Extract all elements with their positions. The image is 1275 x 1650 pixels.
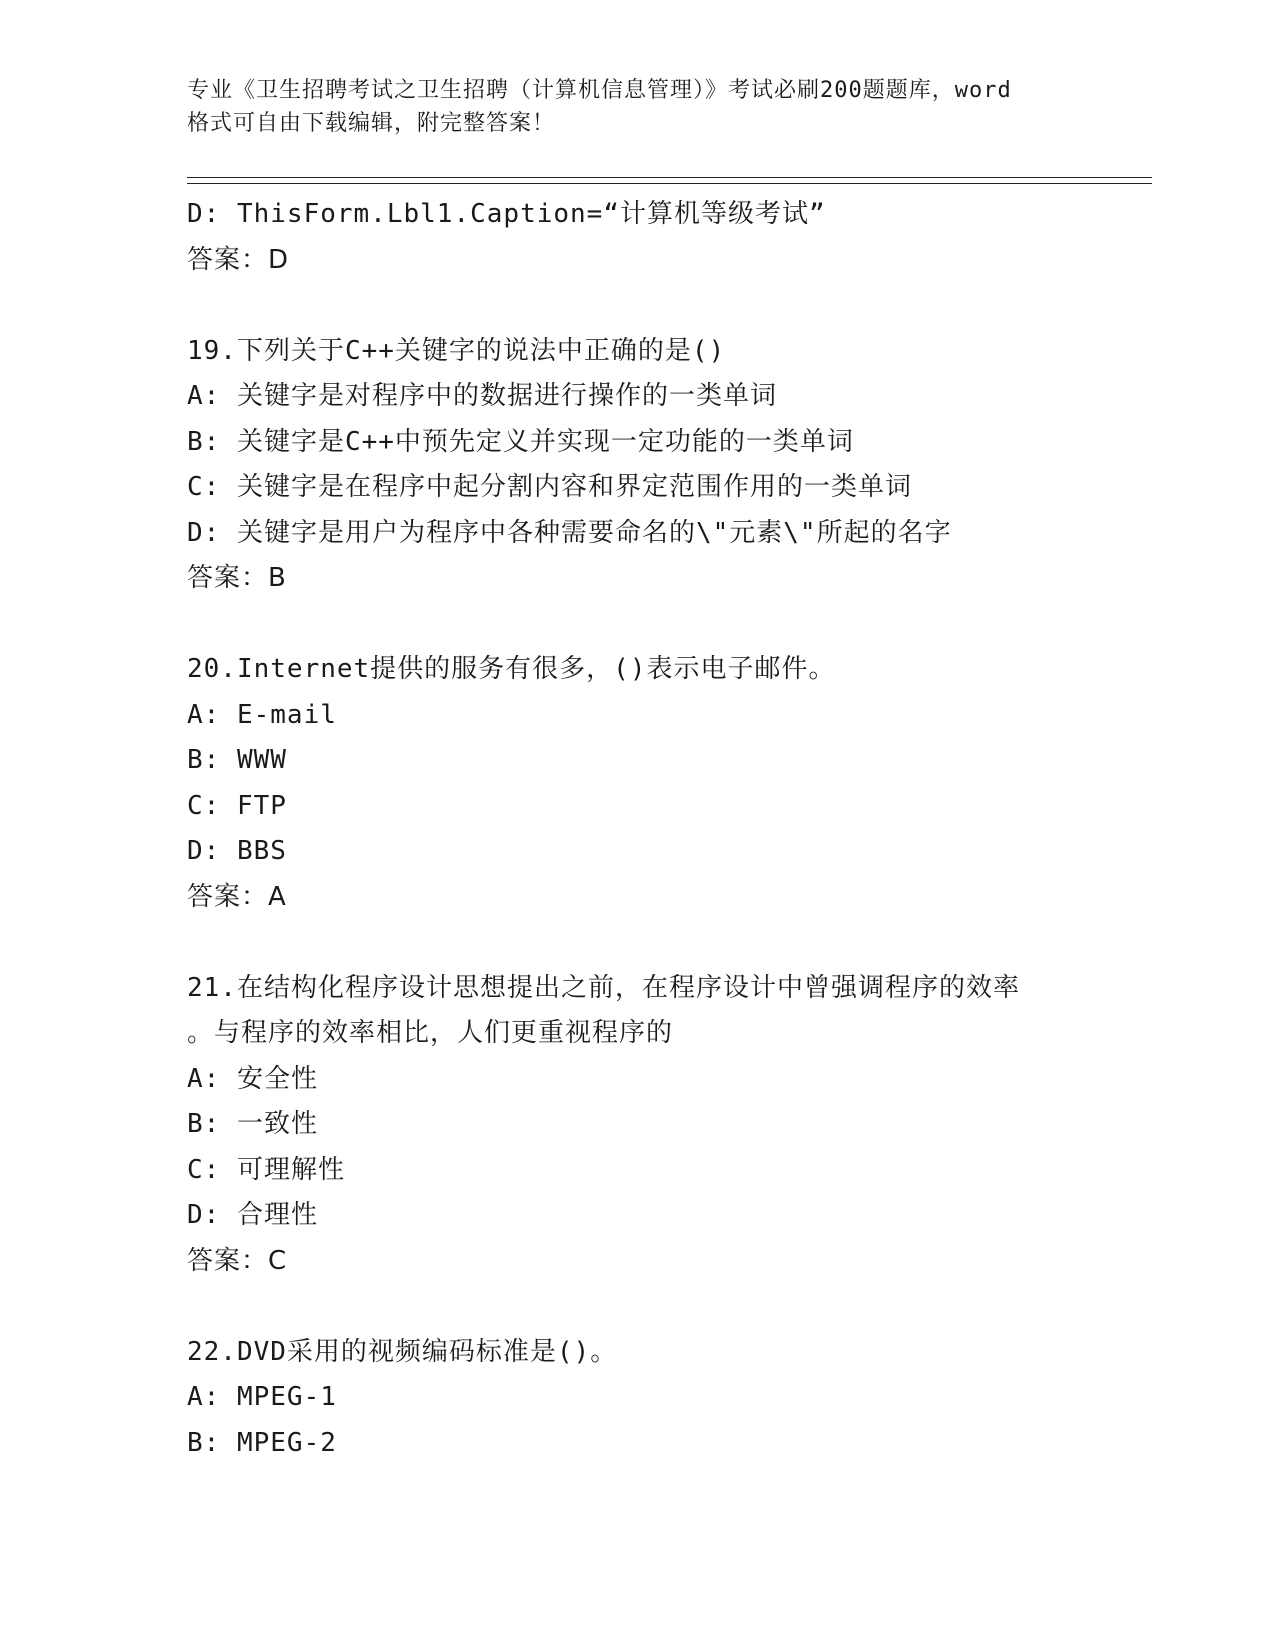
- option-a: A: MPEG-1: [187, 1382, 337, 1412]
- header-divider-bottom: [187, 183, 1152, 184]
- question-20: [187, 647, 1152, 920]
- option-b: B: 一致性: [187, 1109, 318, 1139]
- question-list: [187, 192, 1152, 1466]
- answer: 答案：A: [187, 881, 287, 912]
- option-b: B: MPEG-2: [187, 1427, 337, 1458]
- spacer: [187, 920, 1152, 966]
- option-c: C: FTP: [187, 790, 287, 821]
- question-21: [187, 966, 1152, 1285]
- option-a: A: E-mail: [187, 699, 337, 730]
- option-b: B: 关键字是C++中预先定义并实现一定功能的一类单词: [187, 426, 854, 457]
- question-stem: 22.DVD采用的视频编码标准是()。: [187, 1336, 618, 1367]
- option-b: B: WWW: [187, 745, 287, 775]
- question-18: [187, 192, 1152, 283]
- answer: 答案：D: [187, 244, 290, 275]
- spacer: [187, 602, 1152, 648]
- spacer: [187, 1284, 1152, 1330]
- option-d: D: 合理性: [187, 1200, 318, 1230]
- option-c: C: 可理解性: [187, 1154, 345, 1185]
- answer: 答案：B: [187, 563, 287, 593]
- option-c: C: 关键字是在程序中起分割内容和界定范围作用的一类单词: [187, 472, 912, 502]
- header-divider-top: [187, 177, 1152, 178]
- answer: 答案：C: [187, 1245, 288, 1276]
- question-19: [187, 329, 1152, 602]
- question-stem: 20.Internet提供的服务有很多，()表示电子邮件。: [187, 654, 836, 684]
- option-d: D: 关键字是用户为程序中各种需要命名的\"元素\"所起的名字: [187, 517, 952, 548]
- question-22: [187, 1330, 1152, 1467]
- question-stem-line-2: 。与程序的效率相比，人们更重视程序的: [187, 1018, 674, 1048]
- document-header: [187, 74, 1087, 140]
- option-d: D: ThisForm.Lbl1.Caption=“计算机等级考试”: [187, 199, 826, 229]
- question-stem-line-1: 21.在结构化程序设计思想提出之前，在程序设计中曾强调程序的效率: [187, 972, 1020, 1003]
- header-line-2: 格式可自由下载编辑，附完整答案！: [187, 111, 556, 136]
- option-a: A: 安全性: [187, 1063, 318, 1094]
- spacer: [187, 283, 1152, 329]
- option-a: A: 关键字是对程序中的数据进行操作的一类单词: [187, 381, 777, 411]
- header-line-1: 专业《卫生招聘考试之卫生招聘（计算机信息管理）》考试必刷200题题库，word: [187, 78, 1012, 103]
- option-d: D: BBS: [187, 836, 287, 866]
- question-stem: 19.下列关于C++关键字的说法中正确的是(): [187, 335, 726, 366]
